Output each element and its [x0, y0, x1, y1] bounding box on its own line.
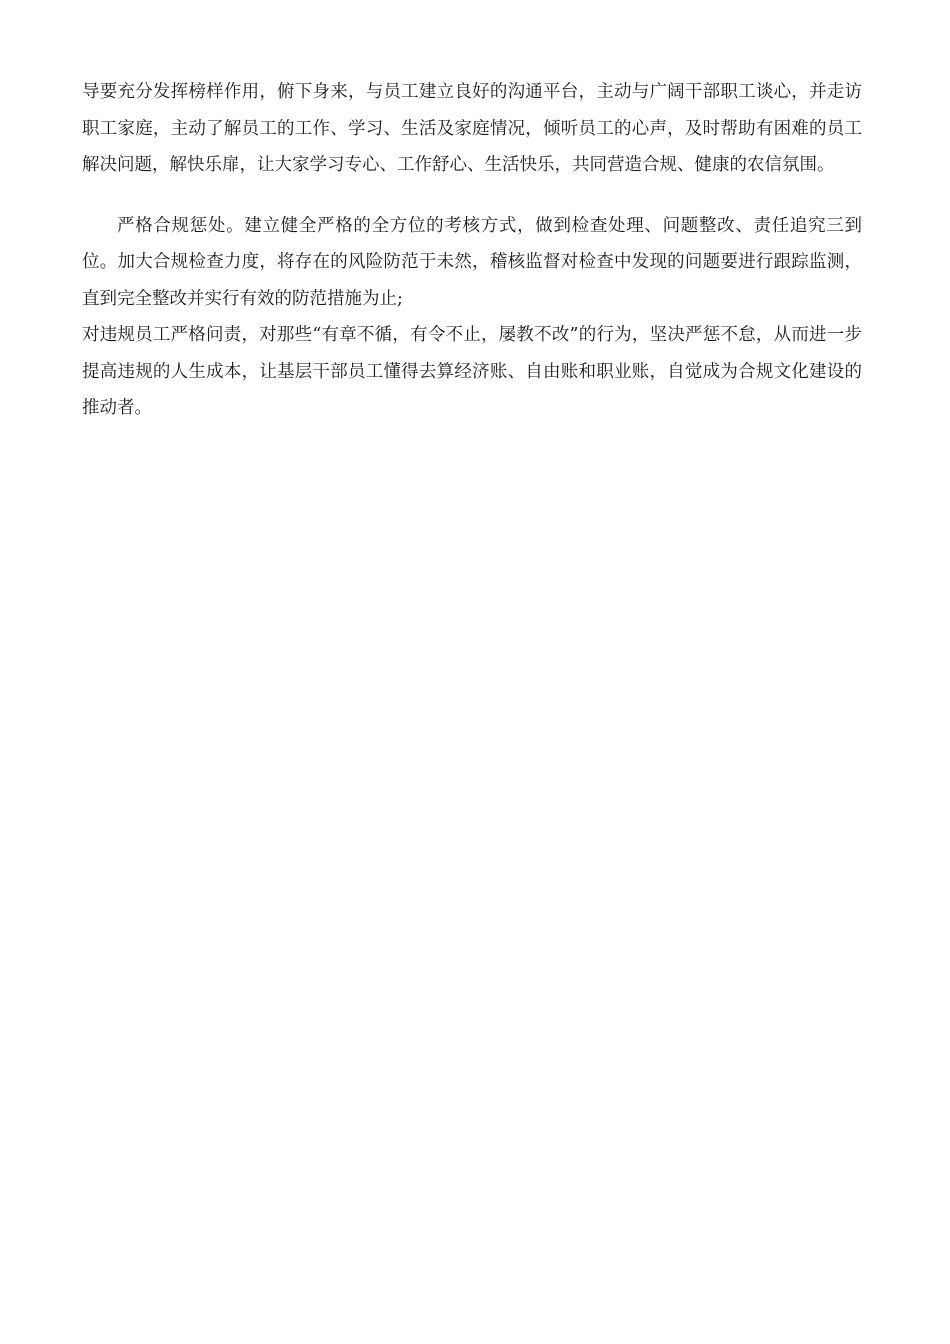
paragraph-strict-punishment: 严格合规惩处。建立健全严格的全方位的考核方式，做到检查处理、问题整改、责任追究三到位。加大合规检查力度，将存在的风险防范于未然，稽核监督对检查中发现的问题要进行跟踪监测，直到完全整改并实行有效的防范措施为止; [82, 215, 862, 309]
paragraph-role-model: 导要充分发挥榜样作用，俯下身来，与员工建立良好的沟通平台，主动与广阔干部职工谈心，并走访职工家庭，主动了解员工的工作、学习、生活及家庭情况，倾听员工的心声，及时帮助有困难的员工解决问题，解快乐扉，让大家学习专心、工作舒心、生活快乐，共同营造合规、健康的农信氛围。 [82, 82, 862, 175]
document-body [82, 74, 862, 427]
paragraph-accountability: 对违规员工严格问责，对那些“有章不循，有令不止，屡教不改”的行为，坚决严惩不怠，从而进一步提高违规的人生成本，让基层干部员工懂得去算经济账、自由账和职业账，自觉成为合规文化建设的推动者。 [82, 325, 862, 418]
